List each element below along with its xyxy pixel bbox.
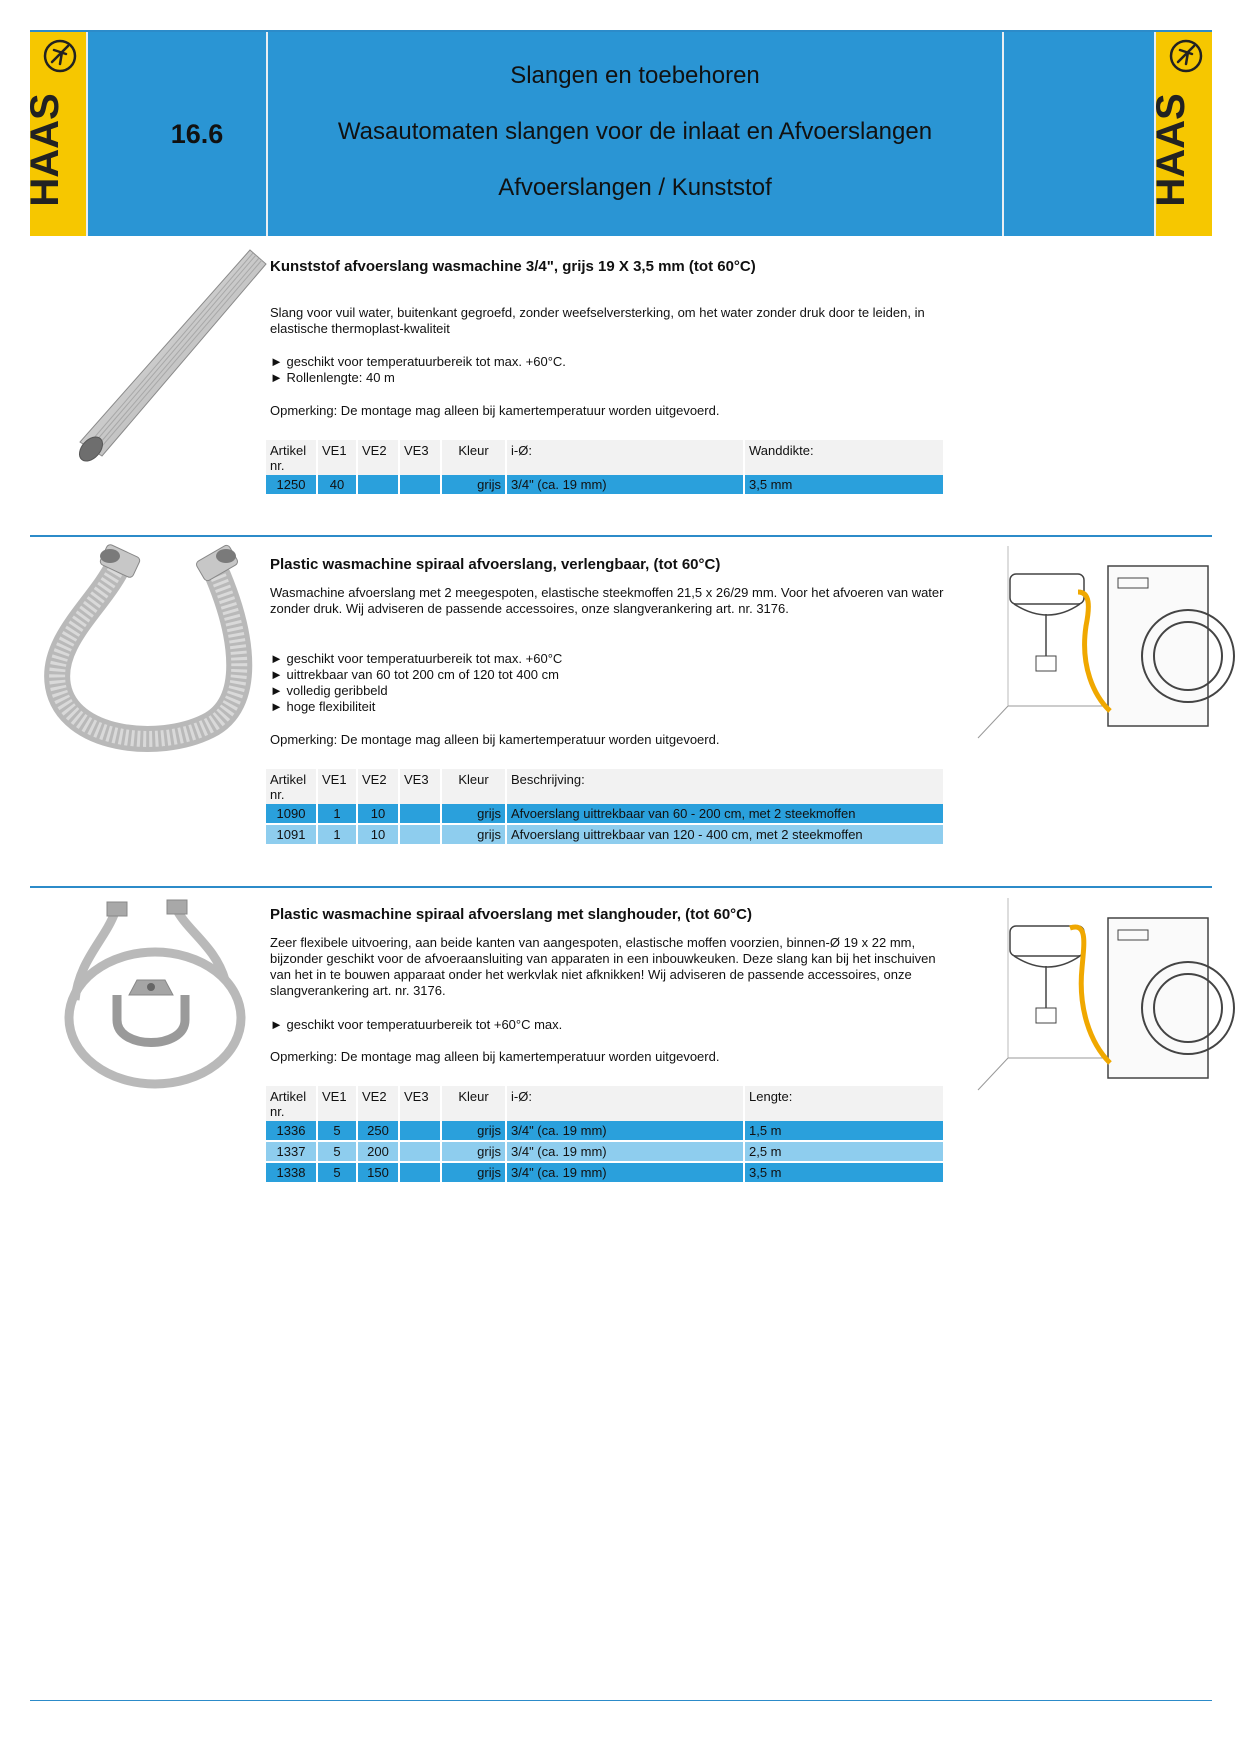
table-cell: 1090	[266, 804, 318, 825]
table-cell: 3/4" (ca. 19 mm)	[507, 475, 745, 496]
table-row	[266, 804, 945, 825]
table-cell: grijs	[442, 475, 507, 496]
table-cell: grijs	[442, 1142, 507, 1163]
table-row	[266, 1142, 945, 1163]
col-header: VE1	[318, 769, 358, 804]
page-header	[23, 32, 1212, 236]
table-cell: Afvoerslang uittrekbaar van 120 - 400 cm, met 2 steekmoffen	[507, 825, 945, 846]
header-divider	[86, 32, 88, 236]
table-cell: grijs	[442, 1163, 507, 1184]
header-title-line3: Afvoerslangen / Kunststof	[498, 174, 772, 201]
col-header: VE2	[358, 1086, 400, 1121]
col-header: Kleur	[442, 769, 507, 804]
col-header: VE2	[358, 440, 400, 475]
haas-logo-text: HAAS	[1149, 93, 1193, 207]
header-divider	[1002, 32, 1004, 236]
product-image-straight-hose	[50, 246, 270, 471]
product-title: Kunststof afvoerslang wasmachine 3/4", grijs 19 X 3,5 mm (tot 60°C)	[270, 258, 756, 275]
table-cell: 5	[318, 1121, 358, 1142]
product-bullet: ► Rollenlengte: 40 m	[270, 370, 395, 385]
table-cell: grijs	[442, 825, 507, 846]
haas-figure-icon	[1171, 41, 1201, 71]
table-cell: 3/4" (ca. 19 mm)	[507, 1163, 745, 1184]
table-cell: grijs	[442, 1121, 507, 1142]
table-cell	[400, 825, 442, 846]
col-header: i-Ø:	[507, 440, 745, 475]
table-cell	[400, 475, 442, 496]
header-title-line2: Wasautomaten slangen voor de inlaat en Afvoerslangen	[337, 118, 933, 145]
table-cell: 200	[358, 1142, 400, 1163]
table-cell	[400, 1142, 442, 1163]
col-header: Artikel nr.	[266, 1086, 318, 1121]
section-rule	[30, 886, 1212, 888]
table-cell: 1	[318, 825, 358, 846]
product-title: Plastic wasmachine spiraal afvoerslang met slanghouder, (tot 60°C)	[270, 906, 752, 923]
table-cell: 1	[318, 804, 358, 825]
header-titles	[268, 32, 1002, 236]
product-image-hose-with-holder	[55, 900, 255, 1105]
haas-logo-right	[1149, 32, 1212, 236]
product-remark: Opmerking: De montage mag alleen bij kamertemperatuur worden uitgevoerd.	[270, 403, 720, 418]
col-header: Artikel nr.	[266, 440, 318, 475]
product-bullet: ► geschikt voor temperatuurbereik tot max. +60°C	[270, 651, 563, 666]
haas-logo-text: HAAS	[23, 93, 67, 207]
product-description: Wasmachine afvoerslang met 2 meegespoten, elastische steekmoffen 21,5 x 26/29 mm. Voor het afvoeren van water zonder druk. Wij adviseren de passende accessoires, onze slangverankering art. nr. 3176.	[270, 585, 944, 616]
table-cell: 5	[318, 1163, 358, 1184]
table-cell	[400, 804, 442, 825]
haas-logo-left	[23, 32, 86, 236]
installation-illustration	[978, 898, 1208, 1095]
col-header: VE2	[358, 769, 400, 804]
table-cell	[400, 1121, 442, 1142]
table-cell: 1,5 m	[745, 1121, 945, 1142]
table-cell: 1337	[266, 1142, 318, 1163]
table-cell: 2,5 m	[745, 1142, 945, 1163]
table-cell: 250	[358, 1121, 400, 1142]
col-header: VE1	[318, 1086, 358, 1121]
table-cell: Afvoerslang uittrekbaar van 60 - 200 cm, met 2 steekmoffen	[507, 804, 945, 825]
table-cell: 3/4" (ca. 19 mm)	[507, 1121, 745, 1142]
table-cell: 3/4" (ca. 19 mm)	[507, 1142, 745, 1163]
table-row	[266, 1163, 945, 1184]
spec-table	[266, 1086, 945, 1184]
table-row	[266, 475, 945, 496]
col-header: VE3	[400, 769, 442, 804]
table-cell: grijs	[442, 804, 507, 825]
table-cell: 3,5 m	[745, 1163, 945, 1184]
table-cell	[400, 1163, 442, 1184]
table-cell: 1250	[266, 475, 318, 496]
table-cell: 150	[358, 1163, 400, 1184]
spec-table	[266, 769, 945, 846]
table-cell: 1338	[266, 1163, 318, 1184]
table-cell	[358, 475, 400, 496]
table-cell: 3,5 mm	[745, 475, 945, 496]
table-row	[266, 825, 945, 846]
spec-table	[266, 440, 945, 496]
product-title: Plastic wasmachine spiraal afvoerslang, verlengbaar, (tot 60°C)	[270, 556, 721, 573]
haas-figure-icon	[45, 41, 75, 71]
table-cell: 40	[318, 475, 358, 496]
product-bullet: ► uittrekbaar van 60 tot 200 cm of 120 tot 400 cm	[270, 667, 559, 682]
product-bullet: ► geschikt voor temperatuurbereik tot max. +60°C.	[270, 354, 566, 369]
col-header: VE3	[400, 1086, 442, 1121]
col-header: Kleur	[442, 1086, 507, 1121]
product-image-spiral-hose	[38, 546, 268, 771]
product-description: Zeer flexibele uitvoering, aan beide kanten van aangespoten, elastische moffen voorzien, binnen-Ø 19 x 22 mm, bijzonder geschikt voor de afvoeraansluiting van apparaten in een inbouwkeuken. Deze slang kan bij het inschuiven van het in te bouwen apparaat onder het werkvlak niet afknikken! Wij adviseren de passende accessoires, onze slangverankering art. nr. 3176.	[270, 935, 936, 998]
header-title-line1: Slangen en toebehoren	[510, 62, 760, 89]
col-header: Beschrijving:	[507, 769, 945, 804]
col-header: VE1	[318, 440, 358, 475]
section-rule	[30, 535, 1212, 537]
col-header: i-Ø:	[507, 1086, 745, 1121]
table-row	[266, 1121, 945, 1142]
table-cell: 1336	[266, 1121, 318, 1142]
col-header: Wanddikte:	[745, 440, 945, 475]
table-cell: 1091	[266, 825, 318, 846]
product-remark: Opmerking: De montage mag alleen bij kamertemperatuur worden uitgevoerd.	[270, 732, 720, 747]
installation-illustration	[978, 546, 1208, 743]
product-remark: Opmerking: De montage mag alleen bij kamertemperatuur worden uitgevoerd.	[270, 1049, 720, 1064]
col-header: Lengte:	[745, 1086, 945, 1121]
table-cell: 10	[358, 825, 400, 846]
col-header: Kleur	[442, 440, 507, 475]
table-cell: 10	[358, 804, 400, 825]
col-header: VE3	[400, 440, 442, 475]
product-bullet: ► hoge flexibiliteit	[270, 699, 376, 714]
product-bullet: ► geschikt voor temperatuurbereik tot +60°C max.	[270, 1017, 563, 1032]
section-number: 16.6	[170, 118, 224, 149]
product-description: Slang voor vuil water, buitenkant gegroefd, zonder weefselversterking, om het water zonder druk door te leiden, in elastische thermoplast-kwaliteit	[270, 305, 925, 336]
footer-rule	[30, 1700, 1212, 1701]
product-bullet: ► volledig geribbeld	[270, 683, 388, 698]
col-header: Artikel nr.	[266, 769, 318, 804]
table-cell: 5	[318, 1142, 358, 1163]
